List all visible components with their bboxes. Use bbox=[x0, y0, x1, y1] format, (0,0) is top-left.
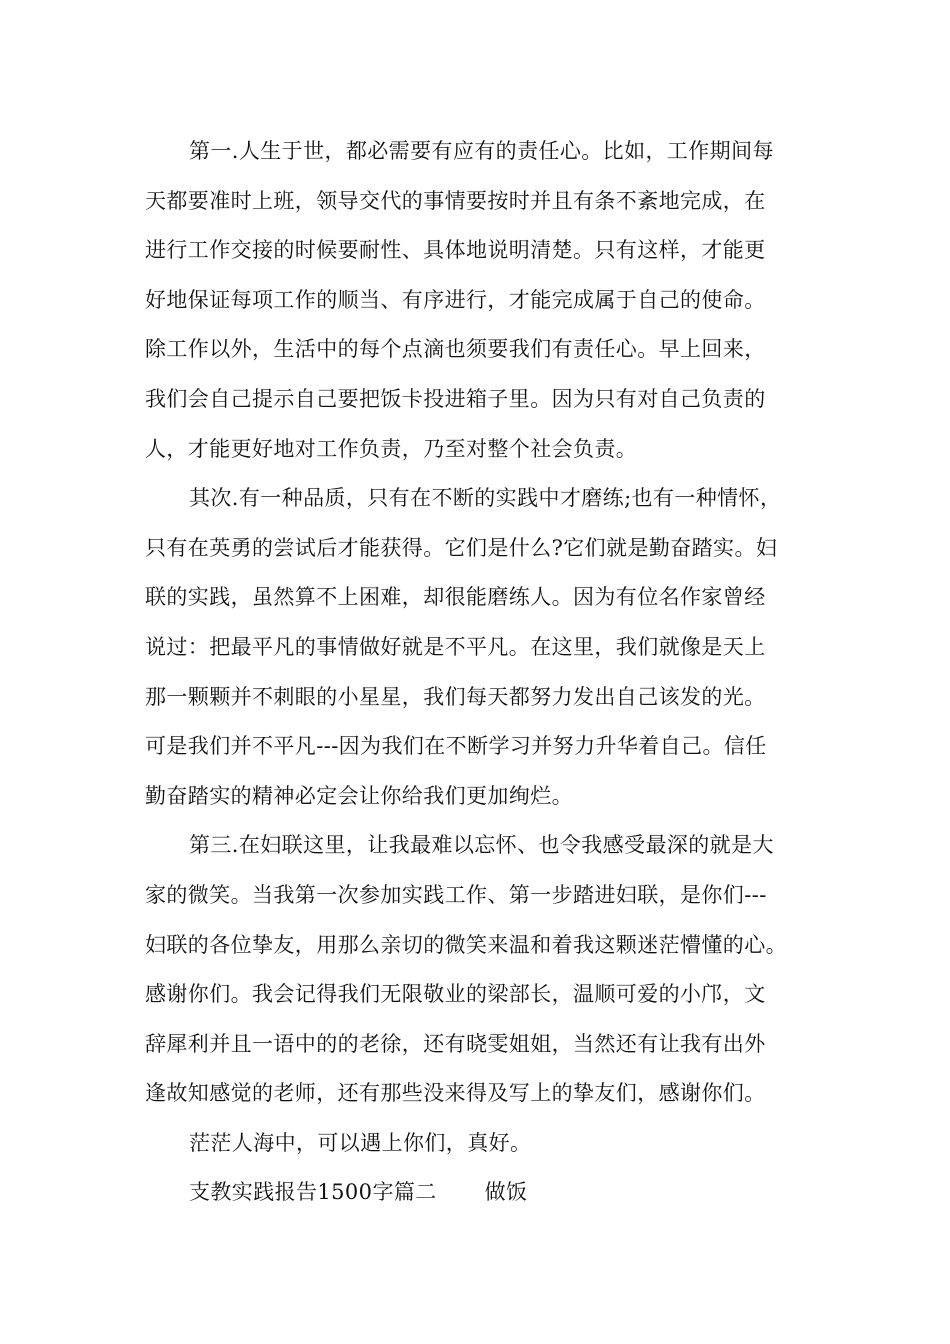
section-title: 支教实践报告1500字篇二 bbox=[189, 1180, 437, 1205]
text-line: 逢故知感觉的老师，还有那些没来得及写上的挚友们，感谢你们。 bbox=[145, 1081, 766, 1106]
text-line: 可是我们并不平凡---因为我们在不断学习并努力升华着自己。信任 bbox=[145, 734, 767, 759]
section-heading bbox=[145, 1168, 825, 1218]
text-line: 妇联的各位挚友，用那么亲切的微笑来温和着我这颗迷茫懵懂的心。 bbox=[145, 932, 787, 957]
text-line: 只有在英勇的尝试后才能获得。它们是什么?它们就是勤奋踏实。妇 bbox=[145, 535, 778, 560]
text-line: 进行工作交接的时候要耐性、具体地说明清楚。只有这样，才能更 bbox=[145, 238, 766, 263]
document-body bbox=[145, 127, 825, 1218]
paragraph-2 bbox=[145, 474, 825, 821]
text-line: 家的微笑。当我第一次参加实践工作、第一步踏进妇联，是你们--- bbox=[145, 882, 767, 907]
text-line: 第一.人生于世，都必需要有应有的责任心。比如，工作期间每 bbox=[189, 139, 774, 163]
text-line: 我们会自己提示自己要把饭卡投进箱子里。因为只有对自己负责的 bbox=[145, 386, 766, 411]
text-line: 感谢你们。我会记得我们无限敬业的梁部长，温顺可爱的小邝，文 bbox=[145, 982, 766, 1007]
paragraph-3 bbox=[145, 821, 825, 1119]
section-subtitle: 做饭 bbox=[484, 1180, 528, 1205]
text-line: 除工作以外，生活中的每个点滴也须要我们有责任心。早上回来， bbox=[145, 337, 766, 362]
paragraph-4 bbox=[145, 1119, 825, 1169]
text-line: 联的实践，虽然算不上困难，却很能磨练人。因为有位名作家曾经 bbox=[145, 585, 766, 610]
text-line: 其次.有一种品质，只有在不断的实践中才磨练;也有一种情怀， bbox=[189, 486, 782, 511]
text-line: 勤奋踏实的精神必定会让你给我们更加绚烂。 bbox=[145, 783, 573, 808]
text-line: 说过：把最平凡的事情做好就是不平凡。在这里，我们就像是天上 bbox=[145, 634, 766, 659]
text-line: 那一颗颗并不刺眼的小星星，我们每天都努力发出自己该发的光。 bbox=[145, 684, 766, 709]
text-line: 好地保证每项工作的顺当、有序进行，才能完成属于自己的使命。 bbox=[145, 287, 766, 312]
text-line: 辞犀利并且一语中的的老徐，还有晓雯姐姐，当然还有让我有出外 bbox=[145, 1031, 766, 1056]
text-line: 第三.在妇联这里，让我最难以忘怀、也令我感受最深的就是大 bbox=[189, 833, 774, 858]
paragraph-1 bbox=[145, 127, 825, 474]
text-line: 天都要准时上班，领导交代的事情要按时并且有条不紊地完成，在 bbox=[145, 188, 766, 213]
text-line: 人，才能更好地对工作负责，乃至对整个社会负责。 bbox=[145, 436, 638, 461]
text-line: 茫茫人海中，可以遇上你们，真好。 bbox=[189, 1130, 532, 1155]
